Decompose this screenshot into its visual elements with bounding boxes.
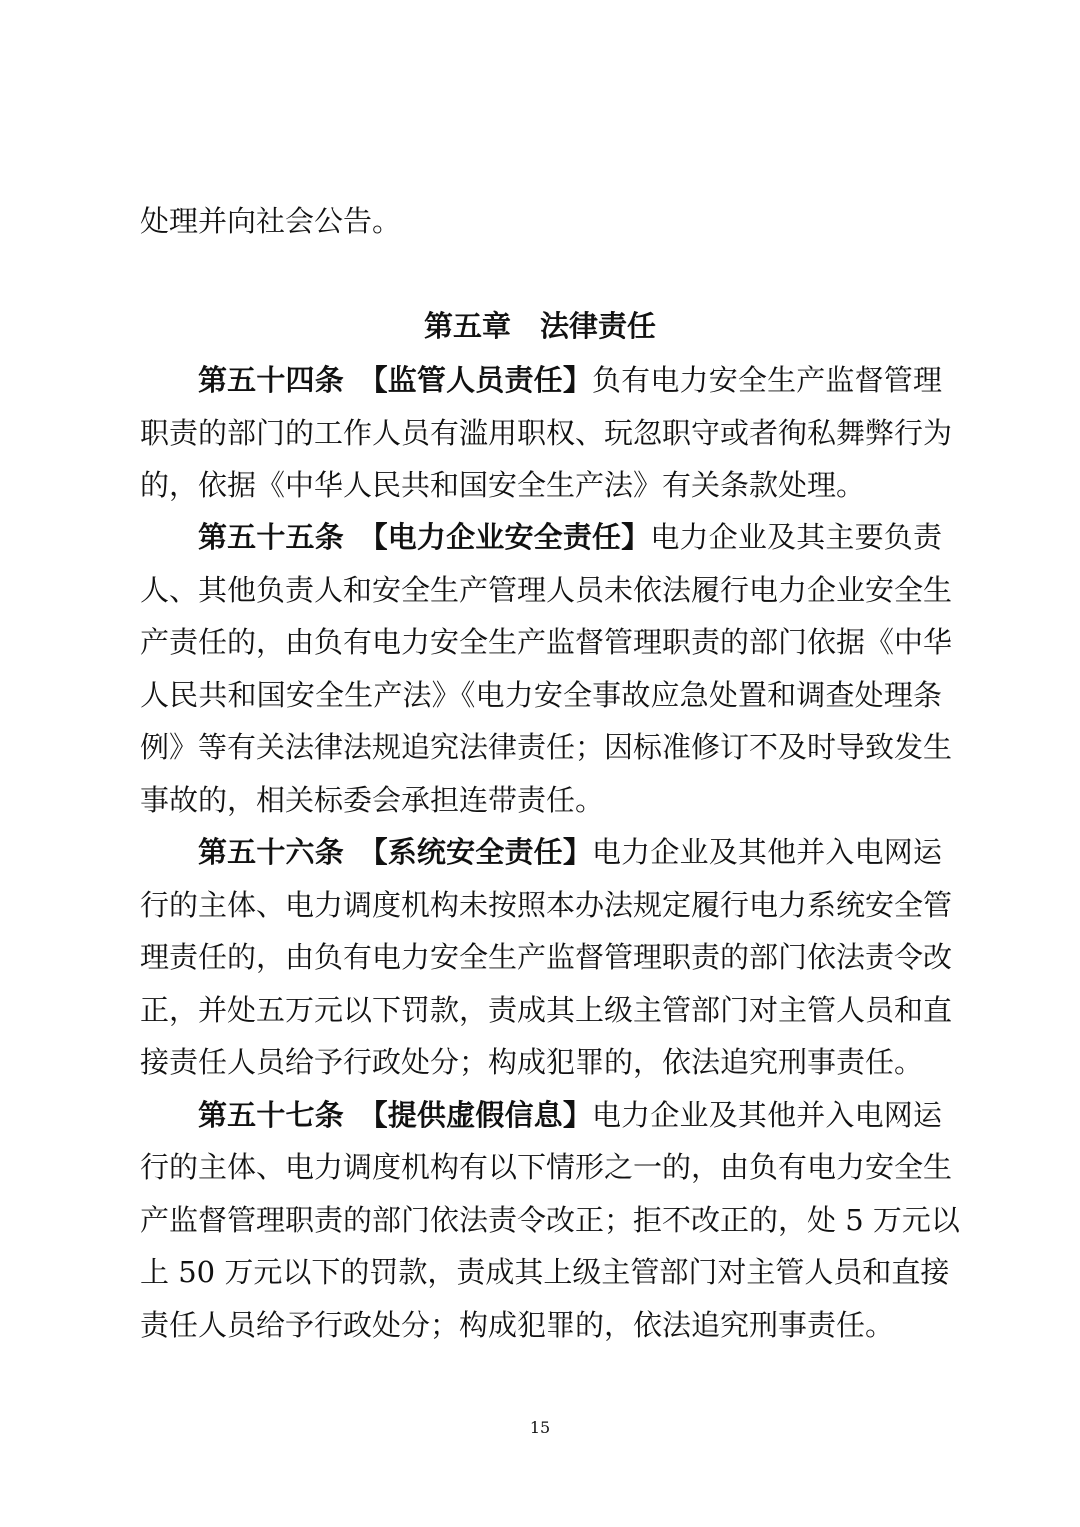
- article-title: 【系统安全责任】: [373, 835, 592, 869]
- article-text-line: 人、其他负责人和安全生产管理人员未依法履行电力企业安全生: [140, 573, 953, 607]
- article-number: 第五十五条: [198, 520, 344, 554]
- article-text-line: 的，依据《中华人民共和国安全生产法》有关条款处理。: [140, 468, 866, 502]
- article-text: 电力企业及其主要负责: [650, 520, 942, 554]
- article-text: 电力企业及其他并入电网运: [592, 1098, 942, 1132]
- article-title: 【提供虚假信息】: [373, 1098, 592, 1132]
- article-first-line: [198, 360, 942, 400]
- article-text-line: 上 50 万元以下的罚款，责成其上级主管部门对主管人员和直接: [140, 1255, 950, 1289]
- article-text-line: 职责的部门的工作人员有滥用职权、玩忽职守或者徇私舞弊行为: [140, 416, 953, 450]
- article-number: 第五十七条: [198, 1098, 344, 1132]
- article-text-line: 事故的，相关标委会承担连带责任。: [140, 783, 605, 817]
- article-text-line: 例》等有关法律法规追究法律责任；因标准修订不及时导致发生: [140, 730, 953, 764]
- article-text-line: 正，并处五万元以下罚款，责成其上级主管部门对主管人员和直: [140, 993, 953, 1027]
- article-number: 第五十四条: [198, 363, 344, 397]
- article-text-line: 人民共和国安全生产法》《电力安全事故应急处置和调查处理条: [140, 678, 942, 712]
- article-text-line: 责任人员给予行政处分；构成犯罪的，依法追究刑事责任。: [140, 1308, 895, 1342]
- article-title: 【监管人员责任】: [373, 363, 592, 397]
- article-text-line: 产责任的，由负有电力安全生产监督管理职责的部门依据《中华: [140, 625, 953, 659]
- article-text-line: 行的主体、电力调度机构有以下情形之一的，由负有电力安全生: [140, 1150, 953, 1184]
- article-number: 第五十六条: [198, 835, 344, 869]
- article-text-line: 行的主体、电力调度机构未按照本办法规定履行电力系统安全管: [140, 888, 953, 922]
- article-text: 电力企业及其他并入电网运: [592, 835, 942, 869]
- carryover-text-line: 处理并向社会公告。: [140, 204, 402, 238]
- page-number: 15: [529, 1418, 551, 1437]
- chapter-title: 第五章 法律责任: [423, 309, 656, 343]
- article-first-line: [198, 832, 942, 872]
- article-title: 【电力企业安全责任】: [373, 520, 651, 554]
- article-text: 负有电力安全生产监督管理: [592, 363, 942, 397]
- article-first-line: [198, 1095, 942, 1135]
- article-text-line: 接责任人员给予行政处分；构成犯罪的，依法追究刑事责任。: [140, 1045, 924, 1079]
- article-first-line: [198, 517, 942, 557]
- article-text-line: 理责任的，由负有电力安全生产监督管理职责的部门依法责令改: [140, 940, 953, 974]
- article-text-line: 产监督管理职责的部门依法责令改正；拒不改正的，处 5 万元以: [140, 1203, 960, 1237]
